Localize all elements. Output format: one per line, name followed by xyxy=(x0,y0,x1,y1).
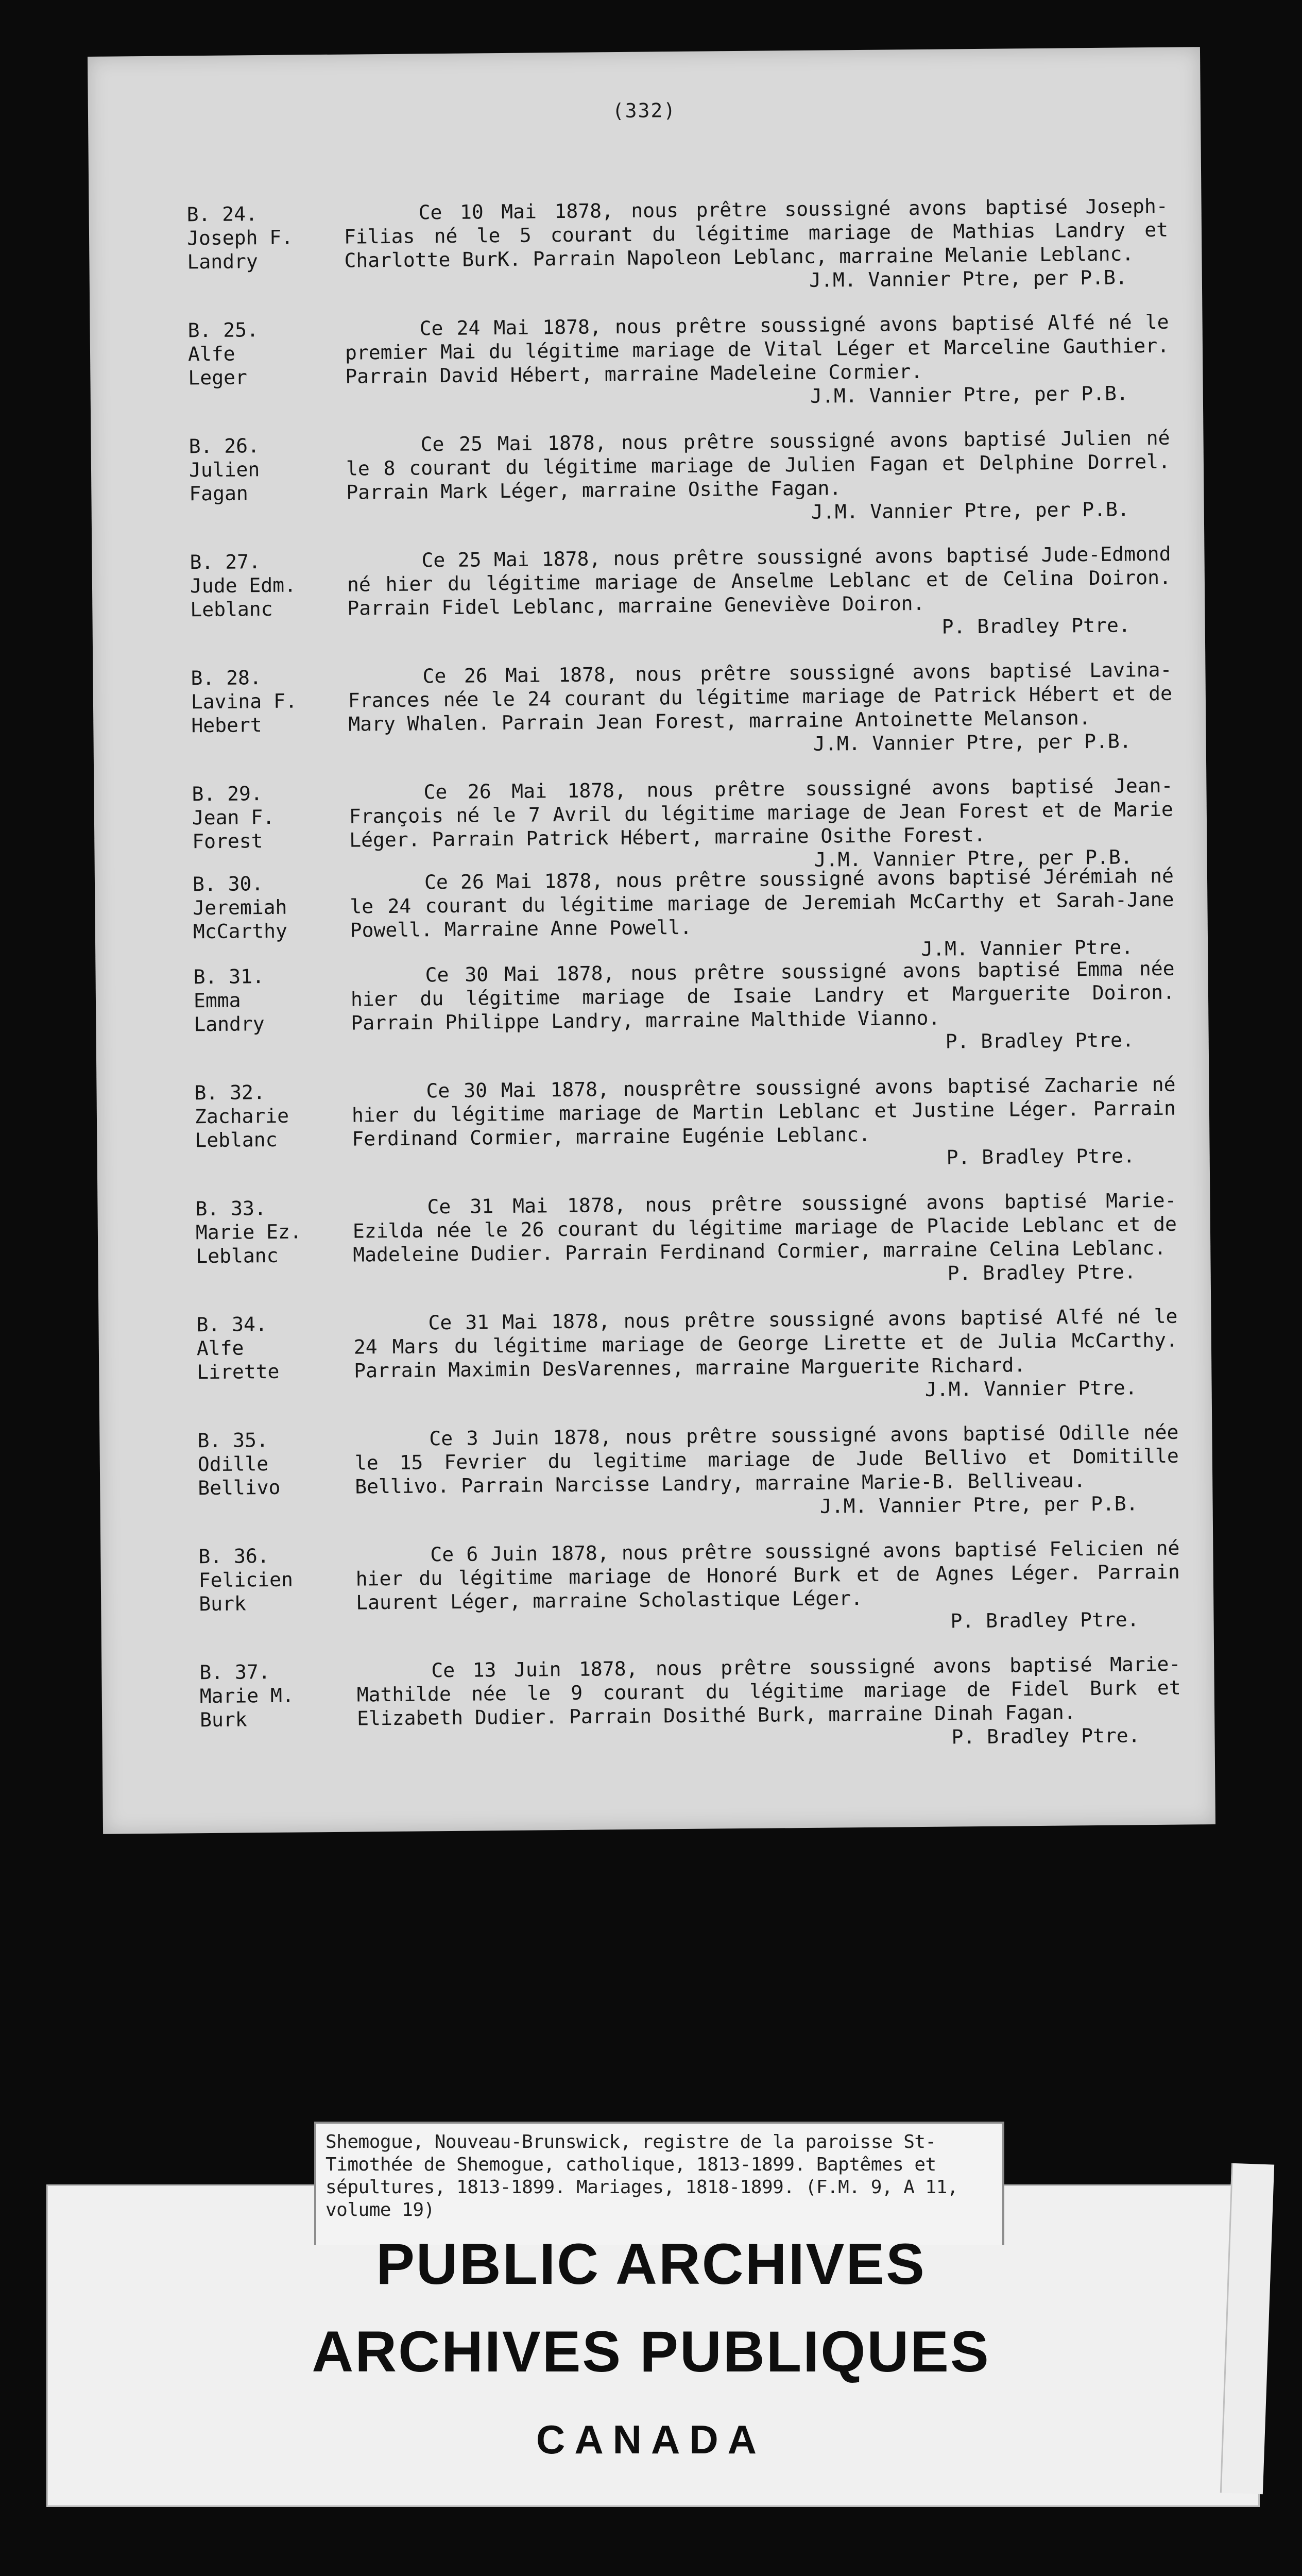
entry-signature: J.M. Vannier Ptre, per P.B. xyxy=(813,730,1132,755)
entry-margin-label: B. 26. Julien Fagan xyxy=(189,434,260,505)
entry-body xyxy=(344,194,1169,296)
register-page xyxy=(88,47,1215,1834)
entry-signature: P. Bradley Ptre. xyxy=(941,614,1130,638)
entry-margin-label: B. 35. Odille Bellivo xyxy=(197,1429,281,1500)
entry-margin-label: B. 33. Marie Ez. Leblanc xyxy=(195,1197,302,1268)
entry-signature: P. Bradley Ptre. xyxy=(945,1028,1134,1053)
baptism-entry xyxy=(97,1188,1210,1285)
archives-title-en: PUBLIC ARCHIVES xyxy=(376,2232,926,2296)
archives-title-fr: ARCHIVES PUBLIQUES xyxy=(312,2319,990,2384)
entry-margin-label: B. 24. Joseph F. Landry xyxy=(186,202,294,274)
entry-margin-label: B. 36. Felicien Burk xyxy=(198,1545,294,1616)
baptism-entry xyxy=(101,1652,1214,1749)
entry-margin-label: B. 37. Marie M. Burk xyxy=(199,1660,294,1732)
entry-text: Ce 24 Mai 1878, nous prêtre soussigné avons baptisé Alfé né le premier Mai du légitime mariage de Vital Léger et Marceline Gauthier. Parrain David Hébert, marraine Madeleine Cormier. xyxy=(345,310,1170,388)
entry-margin-label: B. 28. Lavina F. Hebert xyxy=(191,666,298,737)
baptism-entry xyxy=(100,1536,1213,1633)
entry-body xyxy=(354,1420,1179,1522)
entry-body xyxy=(345,310,1170,412)
entry-signature: P. Bradley Ptre. xyxy=(946,1144,1135,1169)
baptism-entry xyxy=(89,194,1201,292)
entry-body xyxy=(353,1304,1178,1406)
entry-signature: P. Bradley Ptre. xyxy=(950,1608,1139,1633)
entry-signature: J.M. Vannier Ptre, per P.B. xyxy=(814,845,1133,871)
entry-text: Ce 31 Mai 1878, nous prêtre soussigné avons baptisé Marie-Ezilda née le 26 courant du légitime mariage de Placide Leblanc et de Madeleine Dudier. Parrain Ferdinand Cormier, marraine Celina Leblanc. xyxy=(352,1189,1177,1266)
entry-text: Ce 25 Mai 1878, nous prêtre soussigné avons baptisé Julien né le 8 courant du légitime mariage de Julien Fagan et Delphine Dorrel. Parrain Mark Léger, marraine Osithe Fagan. xyxy=(346,426,1171,504)
entry-text: Ce 31 Mai 1878, nous prêtre soussigné avons baptisé Alfé né le 24 Mars du légitime mariage de George Lirette et de Julia McCarthy. Parrain Maximin DesVarennes, marraine Marguerite Richard. xyxy=(353,1304,1178,1382)
entry-body xyxy=(356,1652,1181,1754)
page-number: (332) xyxy=(612,99,677,123)
archives-country: CANADA xyxy=(536,2417,766,2462)
entry-text: Ce 30 Mai 1878, nous prêtre soussigné avons baptisé Emma née hier du légitime mariage de Isaie Landry et Marguerite Doiron. Parrain Philippe Landry, marraine Malthide Vianno. xyxy=(350,957,1175,1035)
entry-text: Ce 3 Juin 1878, nous prêtre soussigné avons baptisé Odille née le 15 Fevrier du legitime mariage de Jude Bellivo et Domitille Bellivo. Parrain Narcisse Landry, marraine Marie-B. Belliveau. xyxy=(354,1420,1179,1498)
entry-margin-label: B. 29. Jean F. Forest xyxy=(192,782,275,853)
entry-text: Ce 6 Juin 1878, nous prêtre soussigné avons baptisé Felicien né hier du légitime mariage de Honoré Burk et de Agnes Léger. Parrain Laurent Léger, marraine Scholastique Léger. xyxy=(355,1536,1180,1614)
entry-body xyxy=(349,774,1174,876)
entry-margin-label: B. 25. Alfe Leger xyxy=(187,318,259,389)
baptism-entry xyxy=(94,773,1206,871)
entry-body xyxy=(350,957,1175,1059)
entry-text: Ce 26 Mai 1878, nous prêtre soussigné avons baptisé Jérémiah né le 24 courant du légitime mariage de Jeremiah McCarthy et Sarah-Jane Powell. Marraine Anne Powell. xyxy=(350,864,1174,942)
entry-margin-label: B. 27. Jude Edm. Leblanc xyxy=(190,550,297,621)
entry-signature: J.M. Vannier Ptre, per P.B. xyxy=(810,382,1128,408)
entry-signature: J.M. Vannier Ptre. xyxy=(921,936,1134,960)
entry-margin-label: B. 30. Jeremiah McCarthy xyxy=(192,872,288,943)
baptism-entry xyxy=(99,1420,1212,1518)
entry-text: Ce 25 Mai 1878, nous prêtre soussigné avons baptisé Jude-Edmond né hier du légitime mariage de Anselme Leblanc et de Celina Doiron. Parrain Fidel Leblanc, marraine Geneviève Doiron. xyxy=(347,542,1172,620)
entry-text: Ce 30 Mai 1878, nousprêtre soussigné avons baptisé Zacharie né hier du légitime mariage de Martin Leblanc et Justine Léger. Parrain Ferdinand Cormier, marraine Eugénie Leblanc. xyxy=(351,1073,1176,1150)
entry-text: Ce 13 Juin 1878, nous prêtre soussigné avons baptisé Marie-Mathilde née le 9 courant du légitime mariage de Fidel Burk et Elizabeth Dudier. Parrain Dosithé Burk, marraine Dinah Fagan. xyxy=(356,1652,1181,1730)
baptism-entry xyxy=(98,1304,1211,1401)
entry-margin-label: B. 32. Zacharie Leblanc xyxy=(194,1081,289,1152)
catalog-label: Shemogue, Nouveau-Brunswick, registre de la paroisse St-Timothée de Shemogue, catholique, 1813-1899. Baptêmes et sépultures, 1813-1899. Mariages, 1818-1899. (F.M. 9, A 11, volume 19) xyxy=(314,2122,1004,2245)
entry-body xyxy=(355,1536,1180,1638)
entry-text: Ce 10 Mai 1878, nous prêtre soussigné avons baptisé Joseph-Filias né le 5 courant du légitime mariage de Mathias Landry et Charlotte BurK. Parrain Napoleon Leblanc, marraine Melanie Leblanc. xyxy=(344,194,1169,272)
entry-text: Ce 26 Mai 1878, nous prêtre soussigné avons baptisé Jean-François né le 7 Avril du légitime mariage de Jean Forest et de Marie Léger. Parrain Patrick Hébert, marraine Osithe Forest. xyxy=(349,774,1174,852)
entry-signature: J.M. Vannier Ptre, per P.B. xyxy=(811,498,1129,523)
baptism-entry xyxy=(91,426,1203,523)
entry-body xyxy=(351,1073,1176,1175)
entry-text: Ce 26 Mai 1878, nous prêtre soussigné avons baptisé Lavina-Frances née le 24 courant du légitime mariage de Patrick Hébert et de Mary Whalen. Parrain Jean Forest, marraine Antoinette Melanson. xyxy=(348,658,1173,736)
entry-signature: J.M. Vannier Ptre, per P.B. xyxy=(819,1492,1138,1518)
baptism-entry xyxy=(90,310,1202,408)
entry-margin-label: B. 34. Alfe Lirette xyxy=(196,1313,280,1384)
baptism-entry xyxy=(92,541,1204,638)
entry-signature: J.M. Vannier Ptre, per P.B. xyxy=(809,266,1128,292)
entry-signature: P. Bradley Ptre. xyxy=(947,1260,1136,1285)
entry-signature: P. Bradley Ptre. xyxy=(951,1724,1140,1749)
entry-body xyxy=(346,426,1171,528)
entry-signature: J.M. Vannier Ptre. xyxy=(924,1376,1137,1401)
entry-margin-label: B. 31. Emma Landry xyxy=(193,965,265,1036)
entry-body xyxy=(350,864,1175,966)
baptism-entry xyxy=(93,657,1205,755)
entry-body xyxy=(348,658,1173,760)
entry-body xyxy=(347,542,1172,644)
entry-body xyxy=(352,1189,1177,1291)
baptism-entry xyxy=(96,1072,1209,1169)
